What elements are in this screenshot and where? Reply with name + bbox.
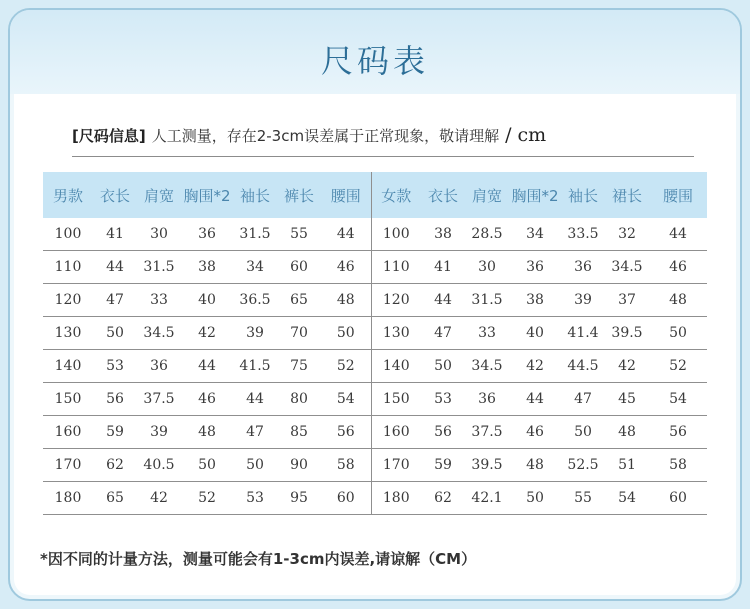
- table-cell: 170: [371, 449, 421, 482]
- table-cell: 52: [181, 482, 233, 515]
- table-cell: 160: [43, 416, 93, 449]
- table-cell: 38: [509, 284, 561, 317]
- table-cell: 65: [93, 482, 137, 515]
- table-cell: 39.5: [465, 449, 509, 482]
- table-cell: 80: [277, 383, 321, 416]
- header-women-waist: 腰围: [649, 172, 707, 218]
- table-cell: 52.5: [561, 449, 605, 482]
- table-cell: 33: [465, 317, 509, 350]
- table-cell: 39: [233, 317, 277, 350]
- table-cell: 54: [605, 482, 649, 515]
- header-women-length: 衣长: [421, 172, 465, 218]
- table-cell: 55: [561, 482, 605, 515]
- table-cell: 41: [93, 218, 137, 251]
- table-cell: 34: [233, 251, 277, 284]
- table-cell: 50: [233, 449, 277, 482]
- table-cell: 34: [509, 218, 561, 251]
- header-women-size: 女款: [371, 172, 421, 218]
- table-cell: 37.5: [137, 383, 181, 416]
- table-cell: 60: [649, 482, 707, 515]
- table-cell: 56: [421, 416, 465, 449]
- table-cell: 44: [93, 251, 137, 284]
- table-cell: 46: [181, 383, 233, 416]
- table-cell: 54: [321, 383, 371, 416]
- table-cell: 56: [93, 383, 137, 416]
- table-cell: 44.5: [561, 350, 605, 383]
- table-cell: 130: [43, 317, 93, 350]
- table-cell: 47: [93, 284, 137, 317]
- table-cell: 39: [561, 284, 605, 317]
- table-cell: 30: [465, 251, 509, 284]
- table-row: [43, 218, 707, 251]
- table-row: [43, 350, 707, 383]
- table-row: [43, 482, 707, 515]
- table-cell: 110: [43, 251, 93, 284]
- table-cell: 28.5: [465, 218, 509, 251]
- unit-label: / cm: [505, 124, 547, 146]
- table-cell: 50: [181, 449, 233, 482]
- table-cell: 44: [421, 284, 465, 317]
- table-cell: 38: [181, 251, 233, 284]
- table-cell: 50: [93, 317, 137, 350]
- table-cell: 60: [277, 251, 321, 284]
- table-cell: 62: [421, 482, 465, 515]
- table-cell: 140: [371, 350, 421, 383]
- table-cell: 85: [277, 416, 321, 449]
- header-men-pants-length: 裤长: [277, 172, 321, 218]
- table-cell: 56: [321, 416, 371, 449]
- footnote: *因不同的计量方法，测量可能会有1-3cm内误差,请谅解（CM）: [40, 550, 477, 568]
- header-men-length: 衣长: [93, 172, 137, 218]
- table-cell: 44: [321, 218, 371, 251]
- table-cell: 53: [421, 383, 465, 416]
- table-cell: 34.5: [605, 251, 649, 284]
- table-cell: 45: [605, 383, 649, 416]
- table-cell: 56: [649, 416, 707, 449]
- table-cell: 47: [561, 383, 605, 416]
- table-cell: 100: [371, 218, 421, 251]
- table-cell: 150: [371, 383, 421, 416]
- table-cell: 60: [321, 482, 371, 515]
- table-cell: 180: [43, 482, 93, 515]
- size-info-note: 人工测量，存在2-3cm误差属于正常现象，敬请理解: [151, 127, 500, 145]
- header-men-size: 男款: [43, 172, 93, 218]
- table-cell: 53: [93, 350, 137, 383]
- table-cell: 48: [605, 416, 649, 449]
- table-cell: 59: [421, 449, 465, 482]
- table-cell: 32: [605, 218, 649, 251]
- table-cell: 95: [277, 482, 321, 515]
- header-women-chest: 胸围*2: [509, 172, 561, 218]
- table-cell: 42: [137, 482, 181, 515]
- table-cell: 42: [181, 317, 233, 350]
- table-cell: 42.1: [465, 482, 509, 515]
- table-cell: 58: [321, 449, 371, 482]
- table-cell: 37: [605, 284, 649, 317]
- table-cell: 58: [649, 449, 707, 482]
- header-men-chest: 胸围*2: [181, 172, 233, 218]
- table-cell: 42: [605, 350, 649, 383]
- header-women-sleeve: 袖长: [561, 172, 605, 218]
- table-cell: 46: [321, 251, 371, 284]
- table-cell: 48: [509, 449, 561, 482]
- table-cell: 47: [421, 317, 465, 350]
- header-men-sleeve: 袖长: [233, 172, 277, 218]
- table-cell: 180: [371, 482, 421, 515]
- size-info-tag: [尺码信息]: [72, 127, 146, 145]
- table-cell: 50: [561, 416, 605, 449]
- header-women-skirt-length: 裙长: [605, 172, 649, 218]
- table-cell: 140: [43, 350, 93, 383]
- table-row: [43, 317, 707, 350]
- table-cell: 42: [509, 350, 561, 383]
- table-cell: 59: [93, 416, 137, 449]
- table-cell: 48: [181, 416, 233, 449]
- table-cell: 52: [649, 350, 707, 383]
- table-cell: 65: [277, 284, 321, 317]
- size-chart-card: [8, 8, 742, 601]
- table-cell: 34.5: [137, 317, 181, 350]
- table-cell: 90: [277, 449, 321, 482]
- table-cell: 41: [421, 251, 465, 284]
- table-cell: 120: [43, 284, 93, 317]
- table-cell: 51: [605, 449, 649, 482]
- table-cell: 50: [649, 317, 707, 350]
- table-row: [43, 416, 707, 449]
- table-cell: 34.5: [465, 350, 509, 383]
- table-cell: 40.5: [137, 449, 181, 482]
- table-cell: 31.5: [137, 251, 181, 284]
- table-row: [43, 449, 707, 482]
- header-women-shoulder: 肩宽: [465, 172, 509, 218]
- table-cell: 48: [321, 284, 371, 317]
- table-cell: 36: [561, 251, 605, 284]
- table-cell: 36.5: [233, 284, 277, 317]
- table-cell: 75: [277, 350, 321, 383]
- table-cell: 50: [509, 482, 561, 515]
- table-cell: 33.5: [561, 218, 605, 251]
- table-cell: 31.5: [465, 284, 509, 317]
- table-cell: 70: [277, 317, 321, 350]
- table-cell: 130: [371, 317, 421, 350]
- size-table: [43, 172, 707, 515]
- table-cell: 44: [509, 383, 561, 416]
- table-cell: 110: [371, 251, 421, 284]
- table-row: [43, 284, 707, 317]
- table-cell: 100: [43, 218, 93, 251]
- table-cell: 62: [93, 449, 137, 482]
- table-cell: 48: [649, 284, 707, 317]
- table-cell: 40: [509, 317, 561, 350]
- table-cell: 36: [465, 383, 509, 416]
- page-title: 尺码表: [320, 42, 429, 80]
- table-cell: 30: [137, 218, 181, 251]
- table-cell: 52: [321, 350, 371, 383]
- table-cell: 37.5: [465, 416, 509, 449]
- table-cell: 41.5: [233, 350, 277, 383]
- table-cell: 50: [321, 317, 371, 350]
- table-cell: 44: [649, 218, 707, 251]
- table-cell: 150: [43, 383, 93, 416]
- table-header-row: [43, 172, 707, 218]
- table-cell: 36: [509, 251, 561, 284]
- table-cell: 160: [371, 416, 421, 449]
- table-row: [43, 383, 707, 416]
- title-banner: [10, 10, 740, 94]
- header-men-shoulder: 肩宽: [137, 172, 181, 218]
- table-cell: 47: [233, 416, 277, 449]
- table-cell: 36: [137, 350, 181, 383]
- table-cell: 40: [181, 284, 233, 317]
- table-cell: 39: [137, 416, 181, 449]
- table-cell: 38: [421, 218, 465, 251]
- table-cell: 120: [371, 284, 421, 317]
- table-cell: 44: [181, 350, 233, 383]
- table-cell: 33: [137, 284, 181, 317]
- table-cell: 41.4: [561, 317, 605, 350]
- table-cell: 55: [277, 218, 321, 251]
- table-cell: 31.5: [233, 218, 277, 251]
- table-row: [43, 251, 707, 284]
- table-cell: 170: [43, 449, 93, 482]
- table-cell: 53: [233, 482, 277, 515]
- size-info-line: [72, 124, 692, 148]
- table-cell: 39.5: [605, 317, 649, 350]
- table-cell: 46: [509, 416, 561, 449]
- header-men-waist: 腰围: [321, 172, 371, 218]
- table-cell: 54: [649, 383, 707, 416]
- table-cell: 50: [421, 350, 465, 383]
- divider: [72, 156, 694, 157]
- table-cell: 36: [181, 218, 233, 251]
- table-cell: 44: [233, 383, 277, 416]
- table-cell: 46: [649, 251, 707, 284]
